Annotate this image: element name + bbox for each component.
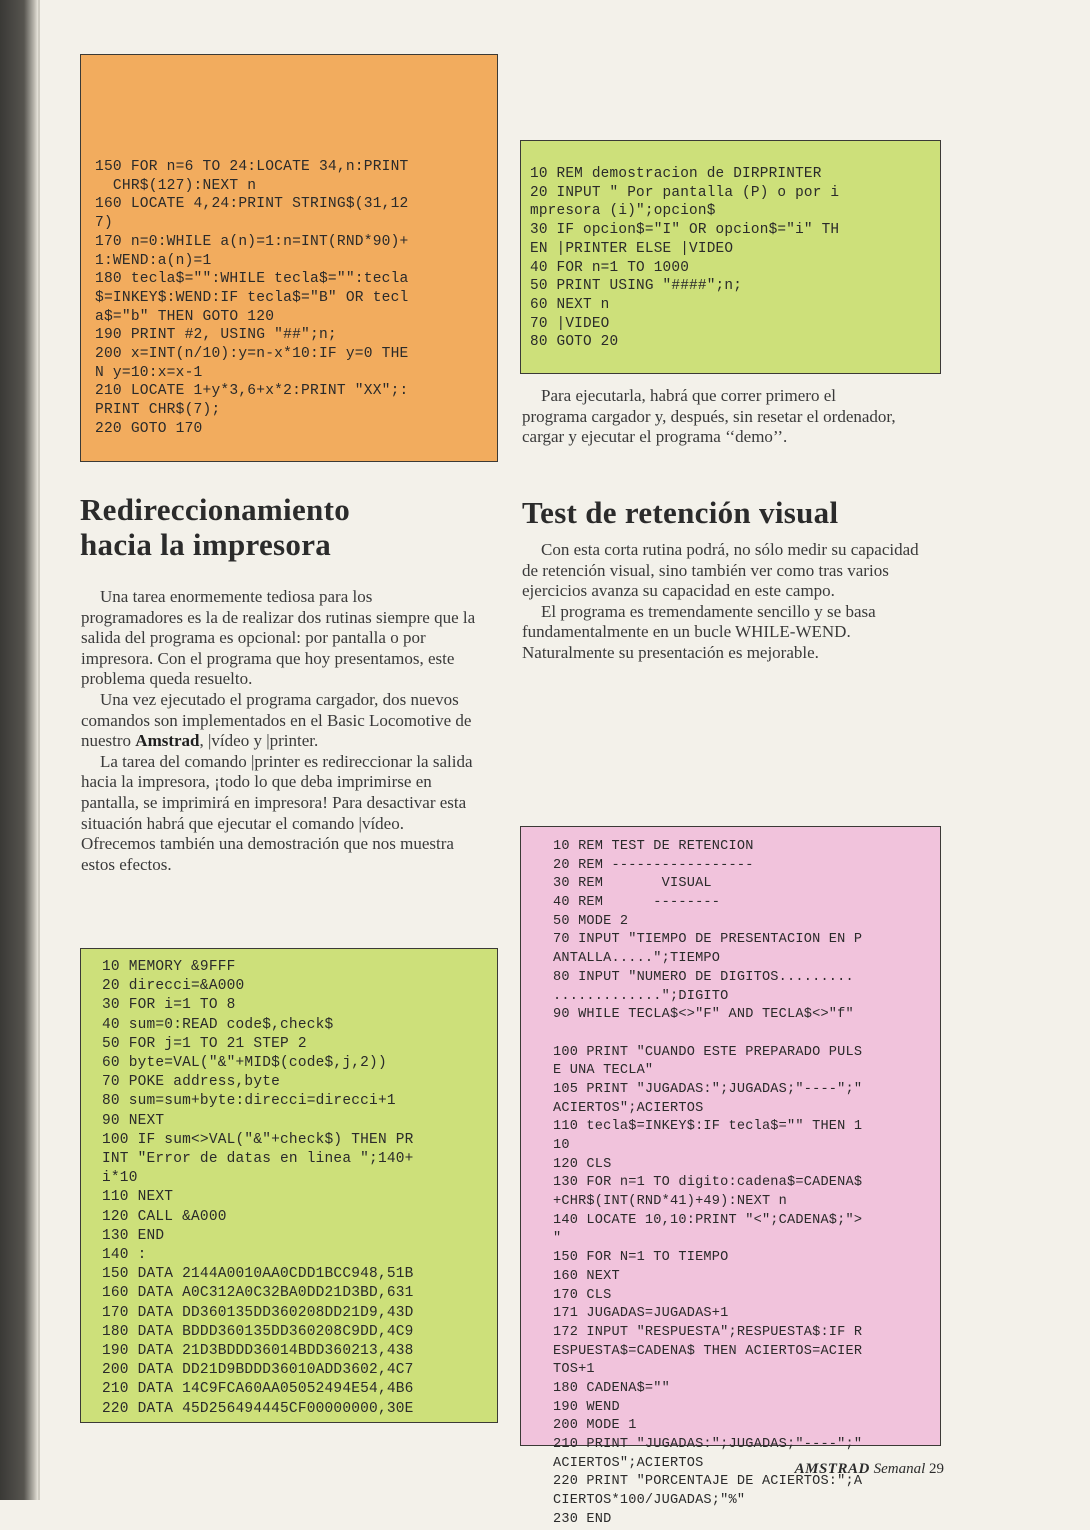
listing-lines: [102, 958, 491, 1419]
code-line: mpresora (i)";opcion$: [530, 203, 716, 220]
code-line: 100 IF sum<>VAL("&"+check$) THEN PR: [102, 1131, 414, 1148]
code-line: 220 PRINT "PORCENTAJE DE ACIERTOS:";A: [553, 1474, 863, 1490]
code-line: 50 MODE 2: [553, 913, 629, 929]
run-instructions: Para ejecutarla, habrá que correr primero el programa cargador y, después, sin resetar el ordenador, cargar y ejecutar el programa ‘‘demo’’.: [522, 386, 896, 447]
code-line: 70 |VIDEO: [530, 315, 610, 332]
listing-dirprinter-demo: [520, 140, 941, 374]
code-line: 210 PRINT "JUGADAS:";JUGADAS;"----";": [553, 1437, 863, 1452]
listing-lines: [553, 839, 936, 1530]
code-line: 170 CLS: [553, 1287, 612, 1303]
code-line: N y=10:x=x-1: [95, 364, 203, 381]
code-line: 190 PRINT #2, USING "##";n;: [95, 327, 337, 344]
listing-lines: [95, 158, 491, 439]
code-line: 120 CLS: [553, 1156, 612, 1172]
heading-redireccionamiento: [80, 492, 500, 562]
code-line: CIERTOS*100/JUGADAS;"%": [553, 1493, 746, 1509]
code-line: PRINT CHR$(7);: [95, 402, 221, 419]
page-footer: [795, 1461, 944, 1478]
code-line: 150 FOR N=1 TO TIEMPO: [553, 1250, 729, 1266]
code-line: i*10: [102, 1170, 138, 1187]
article-redireccionamiento-body: [81, 587, 477, 875]
code-line: 160 LOCATE 4,24:PRINT STRING$(31,12: [95, 196, 409, 213]
code-line: 160 DATA A0C312A0C32BA0DD21D3BD,631: [102, 1285, 414, 1302]
code-line: 140 LOCATE 10,10:PRINT "<";CADENA$;">: [553, 1212, 863, 1228]
code-line: INT "Error de datas en linea ";140+: [102, 1151, 414, 1168]
paragraph-2: Una vez ejecutado el programa cargador, dos nuevos comandos son implementados en el Basic Locomotive de nuestro Amstrad, |vídeo y |printer.: [81, 689, 472, 751]
code-line: 150 FOR n=6 TO 24:LOCATE 34,n:PRINT: [95, 159, 409, 175]
code-line: 190 WEND: [553, 1399, 620, 1415]
code-line: 150 DATA 2144A0010AA0CDD1BCC948,51B: [102, 1266, 414, 1283]
code-line: 50 FOR j=1 TO 21 STEP 2: [102, 1035, 307, 1052]
footer-brand: AMSTRAD: [794, 1461, 870, 1477]
code-line: 90 NEXT: [102, 1112, 165, 1129]
paragraph-2: El programa es tremendamente sencillo y se basa fundamentalmente en un bucle WHILE-WEND. Naturalmente su presentación es mejorable.: [522, 601, 876, 662]
code-line: 60 NEXT n: [530, 296, 610, 313]
code-line: 200 x=INT(n/10):y=n-x*10:IF y=0 THE: [95, 346, 409, 363]
code-line: 10: [553, 1138, 570, 1153]
code-line: 230 END: [553, 1511, 612, 1527]
code-line: 20 direcci=&A000: [102, 978, 245, 995]
listing-loader: [80, 948, 498, 1423]
code-line: 20 INPUT " Por pantalla (P) o por i: [530, 184, 840, 201]
code-line: ": [553, 1231, 562, 1247]
code-line: 170 DATA DD360135DD360208DD21D9,43D: [102, 1304, 414, 1321]
code-line: 110 NEXT: [102, 1189, 174, 1206]
article-test-body: [522, 540, 922, 664]
code-line: 130 END: [102, 1227, 165, 1244]
heading-line-1: Redireccionamiento: [80, 492, 350, 527]
code-line: 80 INPUT "NUMERO DE DIGITOS.........: [553, 969, 854, 985]
code-line: 80 sum=sum+byte:direcci=direcci+1: [102, 1093, 396, 1110]
code-line: 172 INPUT "RESPUESTA";RESPUESTA$:IF R: [553, 1324, 863, 1340]
code-line: E UNA TECLA": [553, 1063, 654, 1079]
listing-lines: [530, 165, 934, 352]
code-line: TOS+1: [553, 1362, 595, 1378]
code-line: +CHR$(INT(RND*41)+49):NEXT n: [553, 1194, 788, 1210]
code-line: 110 tecla$=INKEY$:IF tecla$="" THEN 1: [553, 1119, 863, 1135]
code-line: 30 FOR i=1 TO 8: [102, 997, 236, 1014]
code-line: 210 DATA 14C9FCA60AA05052494E54,4B6: [102, 1381, 414, 1398]
code-line: 90 WHILE TECLA$<>"F" AND TECLA$<>"f": [553, 1007, 854, 1023]
code-line: ACIERTOS";ACIERTOS: [553, 1100, 704, 1116]
code-line: CHR$(127):NEXT n: [95, 177, 257, 194]
code-line: 1:WEND:a(n)=1: [95, 252, 212, 269]
code-line: 40 FOR n=1 TO 1000: [530, 259, 690, 276]
paragraph-1: Con esta corta rutina podrá, no sólo medir su capacidad de retención visual, sino también ver como tras varios ejercicios avanza su capacidad en este campo.: [522, 540, 919, 601]
amstrad-bold: Amstrad: [135, 731, 200, 751]
code-line: 10 REM demostracion de DIRPRINTER: [530, 166, 822, 182]
page-edge: [38, 0, 40, 1500]
code-line: ACIERTOS";ACIERTOS: [553, 1455, 704, 1471]
code-line: .............";DIGITO: [553, 988, 729, 1004]
code-line: 200 DATA DD21D9BDDD36010ADD3602,4C7: [102, 1362, 414, 1379]
listing-game-continuation: [80, 54, 498, 462]
code-line: [553, 1026, 936, 1045]
code-line: 180 CADENA$="": [553, 1380, 671, 1396]
code-line: ANTALLA.....";TIEMPO: [553, 951, 721, 967]
code-line: 60 byte=VAL("&"+MID$(code$,j,2)): [102, 1055, 387, 1072]
code-line: 70 INPUT "TIEMPO DE PRESENTACION EN P: [553, 932, 863, 948]
code-line: 70 POKE address,byte: [102, 1074, 281, 1091]
code-line: 80 GOTO 20: [530, 334, 619, 351]
code-line: 171 JUGADAS=JUGADAS+1: [553, 1306, 729, 1322]
code-line: 220 GOTO 170: [95, 420, 203, 437]
code-line: 220 DATA 45D256494445CF00000000,30E: [102, 1400, 414, 1417]
paragraph-1: Una tarea enormemente tediosa para los programadores es la de realizar dos rutinas siempre que la salida del programa es opcional: por pantalla o por impresora. Con el programa que hoy presentamos, este problema queda resuelto.: [81, 587, 476, 689]
code-line: 180 DATA BDDD360135DD360208C9DD,4C9: [102, 1323, 414, 1340]
code-line: 7): [95, 215, 113, 232]
code-line: 30 REM VISUAL: [553, 876, 712, 892]
page-number: 29: [929, 1461, 944, 1477]
code-line: 140 :: [102, 1247, 147, 1264]
code-line: $=INKEY$:WEND:IF tecla$="B" OR tecl: [95, 289, 409, 306]
code-line: 105 PRINT "JUGADAS:";JUGADAS;"----";": [553, 1081, 863, 1097]
code-line: a$="b" THEN GOTO 120: [95, 308, 275, 325]
code-line: 100 PRINT "CUANDO ESTE PREPARADO PULS: [553, 1044, 863, 1060]
code-line: ESPUESTA$=CADENA$ THEN ACIERTOS=ACIER: [553, 1343, 863, 1359]
code-line: 160 NEXT: [553, 1268, 620, 1284]
heading-test-retencion: Test de retención visual: [522, 495, 839, 530]
code-line: 170 n=0:WHILE a(n)=1:n=INT(RND*90)+: [95, 233, 409, 250]
code-line: 200 MODE 1: [553, 1418, 637, 1434]
footer-word: Semanal: [873, 1461, 926, 1477]
code-line: EN |PRINTER ELSE |VIDEO: [530, 240, 734, 257]
code-line: 50 PRINT USING "####";n;: [530, 278, 743, 295]
binding-shadow: [0, 0, 38, 1500]
code-line: 10 REM TEST DE RETENCION: [553, 839, 754, 854]
code-line: 120 CALL &A000: [102, 1208, 227, 1225]
code-line: 30 IF opcion$="I" OR opcion$="i" TH: [530, 222, 840, 239]
code-line: 20 REM -----------------: [553, 857, 754, 873]
paragraph-3: La tarea del comando |printer es redireccionar la salida hacia la impresora, ¡todo lo que deba imprimirse en pantalla, se imprimirá en impresora! Para desactivar esta situación habrá que ejecutar el comando |vídeo. Ofrecemos también una demostración que nos muestra estos efectos.: [81, 751, 473, 874]
code-line: 130 FOR n=1 TO digito:cadena$=CADENA$: [553, 1175, 863, 1191]
code-line: 180 tecla$="":WHILE tecla$="":tecla: [95, 271, 409, 288]
code-line: 40 REM --------: [553, 895, 721, 911]
code-line: 210 LOCATE 1+y*3,6+x*2:PRINT "XX";:: [95, 383, 409, 400]
heading-line-2: hacia la impresora: [80, 527, 332, 562]
code-line: 190 DATA 21D3BDDD36014BDD360213,438: [102, 1343, 414, 1360]
code-line: 40 sum=0:READ code$,check$: [102, 1016, 334, 1033]
code-line: 10 MEMORY &9FFF: [102, 959, 236, 975]
